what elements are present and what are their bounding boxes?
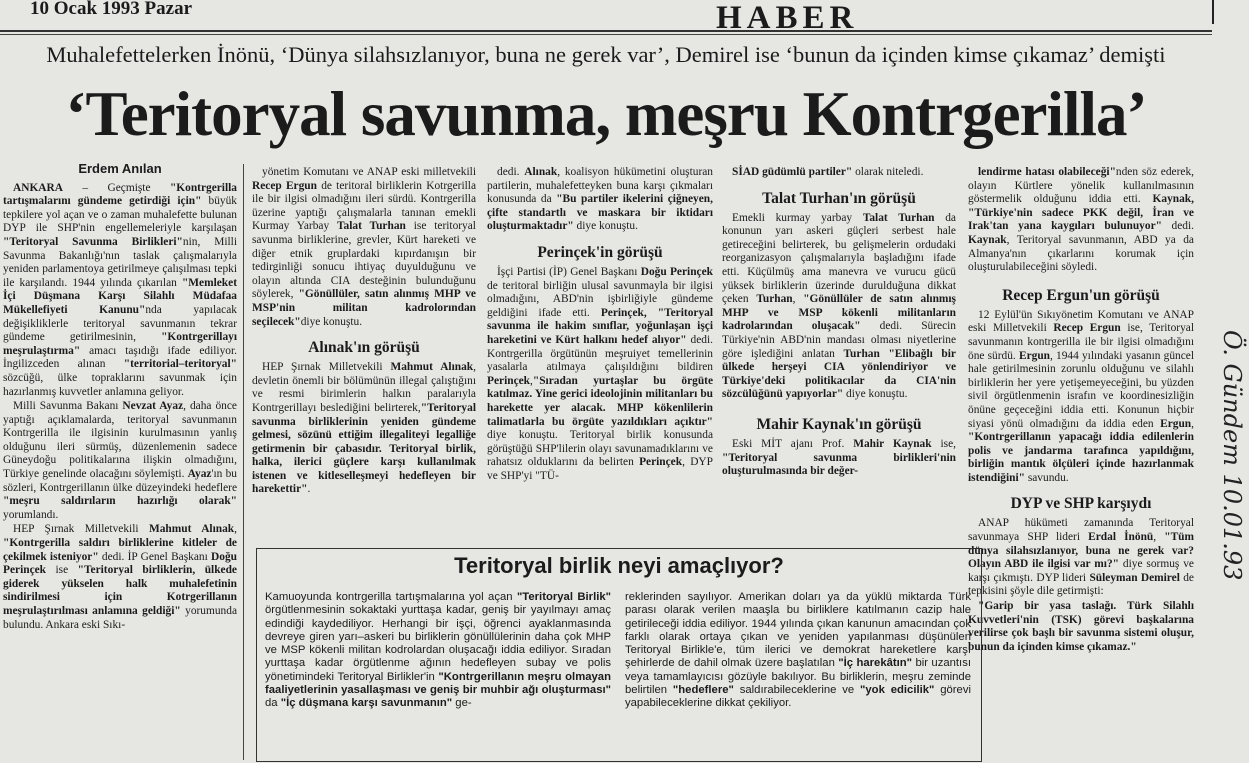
column-2 [252,166,476,498]
subheading-kaynak: Mahir Kaynak'ın görüşü [756,415,922,433]
column-divider [243,164,244,760]
column-2-body: yönetim Komutanı ve ANAP eski milletvekili Recep Ergun de teritoral birliklerin Kotrgerilla ile bir ilgisi olmadığını ileri sürdü. Kontrgerilla üzerine yaptığı çalışmalarla tanınan emekli Kurmay Yarbay Talat Turhan ise teritoryal savunma birliklerine, grevler, Kürt hareketi ve diğer etnik gruplardaki kıpırdanışın bir tedirginliği sonucu ihtiyaç duyulduğunu ve olayın altında CIA desteğinin bulunduğunu söylerek, "Gönüllüler, satın alınmış MHP ve MSP'nin militan kadrolorından seçilecek"diye konuştu. [252,166,476,328]
main-headline: ‘Teritoryal savunma, meşru Kontrgerilla’ [65,79,1147,149]
column-5-body-b: 12 Eylül'ün Sıkıyönetim Komutanı ve ANAP eski Milletvekili Recep Ergun ise, Teritoryal savunmanın kontrgerilla ile bir ilgisi olmadığını öne sürdü. Ergun, 1944 yılındaki yasanın güncel hale getirilmesinin zorunlu olduğunu ve silahlı birliklerin her yere yetişemeyeceğini, bu yüzden sivil örgütlenmenin israfın ve koordinesizliğin önüne geçeceğini iddia etti. Konunun hiçbir siyasi yönü olmadığını da iddia eden Ergun, "Kontrgerillanın yapacağı iddia edilenlerin polis ve jandarma tarafınca yapıldığını, birliğin mantık ölçüleri içinde hazırlanmak istendiğini" savundu. [968,308,1194,484]
column-5-body: lendirme hatası olabileceği"nden söz ederek, olayın Kürtlere yönelik kullanılmasının göstermelik olduğunu iddia etti. Kaynak, "Türkiye'nin sadece PKK değil, İran ve Irak'tan yana kaygıları bulunuyor" dedi. Kaynak, Teritoryal savunmanın, ABD ya da Almanya'nın çıkarlarını korumak için oluşturulabileceğini söyledi. [968,166,1194,274]
column-5 [968,166,1194,655]
column-3 [487,166,713,484]
masthead-rule-thin [0,34,1212,35]
edge-rule [1212,0,1214,24]
sidebar-box-left: Kamuoyunda kontrgerilla tartışmalarına yol açan "Teritoryal Birlik" örgütlenmesinin sokaktaki yurttaşa kadar, geniş bir yayılmayı amaç edindiği kaydediliyor. Herhangi bir işçi, öğrenci ayaklanmasında devreye giren yarı–askeri bu birliklerin gönüllülerinin daha çok MHP ve MSP kökenli militan kodrolardan oluşacağı iddia ediliyor. Sıradan yurttaşa kadar örgütlenme ağının hedefleyen subay ve polis yönetimindeki Teritoryal Birlikler'in "Kontrgerillanın meşru olmayan faaliyetlerinin yasallaşması ve geniş bir muhbir ağı oluşturması" da "İç düşmana karşı savunmanın" ge- [265,591,611,710]
sidebar-box-title: Teritoryal birlik neyi amaçlıyor? [454,553,784,578]
subheading-dyp-shp: DYP ve SHP karşıydı [1010,495,1152,513]
handwritten-annotation: Ö. Gündem 10.01.93 [1218,330,1246,581]
column-5-body-c: ANAP hükümeti zamanında Teritoryal savunmaya SHP lideri Erdal İnönü, "Tüm dünya silahsızlanıyor, buna ne gerek var? Olayın ABD ile ilgisi var mı?" diye sormuş ve karşı çıkmıştı. DYP lideri Süleyman Demirel de tepkisini şöyle dile getirmişti: "Garip bir yasa taslağı. Türk Silahlı Kuvvetleri'nin (TSK) görevi başkalarına verilirse çok başlı bir savunma sistemi oluşur, bunun da içinden kimse çıkamaz." [968,517,1194,653]
sidebar-box-right: reklerinden sayılıyor. Amerikan doları ya da yüklü miktarda Türk parası olarak verilen maaşla bu birliklere katılmanın cazip hale getirileceği iddia ediliyor. 1944 yılında çıkan kanunun amacından çok farklı olarak ortaya çıkan ve yeniden yapılanması düşünülen Teritoryal Birlikle'e, tüm ilerici ve demokrat hareketlere karşı şehirlerde de dahil olmak üzere başlatılan "İç harekâtın" bir uzantısı veya tamamlayıcısı gözüyle bakılıyor. Bu birliklerin, meşru zeminde belirtilen "hedeflere" saldırabileceklerine ve "yok edicilik" görevi yapabileceklerine dikkat çekiliyor. [625,591,971,710]
column-1-body: ANKARA – Geçmişte "Kontrgerilla tartışmalarını gündeme getirdiği için" büyük tepkilere yol açan ve o zaman muhalefette bulunan DYP ile SHP'nin engellemeleriyle karşılaşan "Teritoryal Savunma Birlikleri"nin, Milli Savunma Bakanlığı'nın taslak çalışmalarıyla yeniden parlamentoya getirilmeye çalışılması tepki ile karşılandı. 1944 yılında çıkarılan "Memleket İçi Düşmana Karşı Silahlı Müdafaa Mükellefiyeti Kanunu"nda yapılacak değişikliklerle teritoryal savunmanın tekrar gündeme getirilmesinin, "Kontrgerillayı meşrulaştırma" amacı taşıdığı ifade ediliyor. İngilizceden alınan "territorial–teritoryal" sözcüğü, ülke topraklarını savunmak için hazırlanmış kuvvetler anlamına geliyor. Milli Savunma Bakanı Nevzat Ayaz, daha önce yaptığı açıklamalarda, teritoryal savunmanın Kontrgerilla ile ilgisinin kurulmasının yanlış olduğunu ileri sürmüş, düzenlemenin sadece Güneydoğu politikalarına ilişkin olmadığını, Türkiye genelinde olacağını söylemişti. Ayaz'ın bu sözleri, Kontrgerillanın ülke düzeyindeki hedeflere "meşru saldırıların hazırlığı olarak" yorumlandı. HEP Şırnak Milletvekili Mahmut Alınak, "Kontrgerilla saldırı birliklerine kitleler de çekilmek isteniyor" dedi. İP Genel Başkanı Doğu Perinçek ise "Teritoryal birliklerin, ülkede giderek yükselen halk muhalefetinin sindirilmesi için Kotrgerillanın meşrulaştırılması anlamına geldiği" yorumunda bulundu. Ankara eski Sıkı- [3,181,237,631]
supra-headline: Muhalefettelerken İnönü, ‘Dünya silahsızlanıyor, buna ne gerek var’, Demirel ise ‘bunun da içinden kimse çıkamaz’ demişti [46,42,1166,67]
column-3-body: dedi. Alınak, koalisyon hükümetini oluşturan partilerin, muhalefetteyken buna karşı çıkmaları konusunda da "Bu partiler ikelerini çiğneyen, çifte standartlı ve maskara bir iktidarı oluşturmaktadır" diye konuştu. [487,166,713,233]
column-3-body-b: İşçi Partisi (İP) Genel Başkanı Doğu Perinçek de teritoral birliğin ulusal savunmayla bir ilgisi olmadığını, ABD'nin işbirliğiyle gündeme geldiğini ifade etti. Perinçek, "Teritoryal savunma ile hakim sınıflar, yoğunlaşan işçi hareketini ve Kürt halkını hedef alıyor" dedi. Kontrgerilla örgütünün meşruiyet temellerinin yasalarla atılmaya çalışıldığını bildiren Perinçek,"Sıradan yurtaşlar bu örgüte katılmaz. Yine gerici ideolojinin militanları bu harekette yer alacak. MHP kökenlilerin talimatlarla bu örgüte yazıldıkları açıktır" diye konuştu. Teritoryal birlik konusunda görüştüğü SHP'lilerin olayı savunamadıklarını ve rahatsız olduklarını da belirten Perinçek, DYP ve SHP'yi "TÜ- [487,265,713,482]
section-title: HABER [716,0,859,36]
sidebar-box [256,548,982,762]
column-4-body-b: Emekli kurmay yarbay Talat Turhan da konunun yarı askeri güçleri serbest hale getireceğini belirterek, bu gelişmelerin ordudaki reorganizasyon çalışmalarıyla başladığını ifade etti. Küçülmüş ama manevra ve vurucu gücü yüksek birliklerin üzerinde durulduğuna dikkat çeken Turhan, "Gönüllüler de satın alınmış MHP ve MSP kökenli militanların kadrolarından oluşacak" dedi. Sürecin Türkiye'nin ABD'nin mandası olması niyetlerine göre işlediğini anlatan Turhan "Elibağlı bir ülkede herşeyi CIA yönlendiriyor ve Türkiye'deki politikacılar da CIA'nin sözcülüğünü yapıyorlar" diye konuştu. [722,211,956,401]
subheading-turhan: Talat Turhan'ın görüşü [762,189,916,207]
column-1 [3,162,237,633]
subheading-perincek: Perinçek'in görüşü [537,243,663,261]
byline: Erdem Anılan [78,161,162,176]
column-4-body: SİAD güdümlü partiler" olarak niteledi. [732,166,924,178]
column-4 [722,166,956,480]
subheading-ergun: Recep Ergun'un görüşü [1002,286,1160,304]
subheading-alinak: Alınak'ın görüşü [308,339,420,357]
column-4-body-c: Eski MİT ajanı Prof. Mahir Kaynak ise, "Teritoryal savunma birlikleri'nin oluşturulmasında bir değer- [722,437,956,478]
issue-date: 10 Ocak 1993 Pazar [30,0,193,19]
column-2-body-b: HEP Şırnak Milletvekili Mahmut Alınak, devletin önemli bir bölümünün illegal çalıştığını ve resmi birimlerin halkın paralarıyla Kontrgerillayı beslediğini belirterek,"Teritoryal savunma birliklerinin yeniden gündeme gelmesi, sözünü ettiğim illegaliteyi legalliğe getirmenin bir çabasıdır. Teritoryal birlik, halka, ilerici güçlere karşı kullanılmak istenen ve kitleselleşmeyi hedefleyen bir harekettir". [252,361,476,496]
masthead-rule [0,30,1212,32]
